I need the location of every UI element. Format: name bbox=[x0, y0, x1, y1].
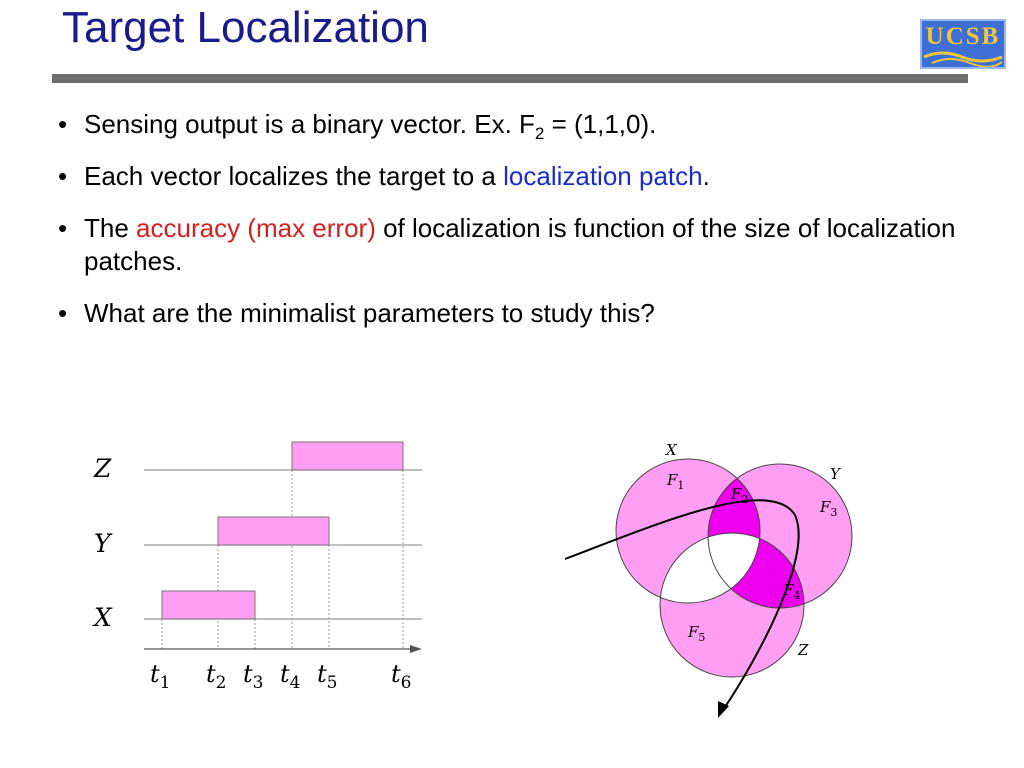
time-axis-arrow-icon bbox=[410, 645, 422, 653]
bullet-text: Each vector localizes the target to a bbox=[84, 161, 504, 191]
bullet-text: The bbox=[84, 213, 137, 243]
bullet-list bbox=[58, 108, 958, 349]
row-label-x: X bbox=[94, 603, 112, 632]
row-label-z: Z bbox=[94, 454, 112, 483]
bullet-dot: • bbox=[58, 298, 68, 328]
venn-diagram bbox=[555, 435, 865, 725]
title-divider bbox=[52, 74, 968, 83]
tick-label: $t_4$ bbox=[280, 660, 301, 693]
ucsb-logo bbox=[920, 19, 1006, 69]
bullet-text-tail: of localization is function of the size of localization patches. bbox=[84, 213, 956, 276]
interval-bar-y bbox=[218, 517, 329, 545]
tick-label: $t_6$ bbox=[391, 660, 412, 693]
interval-bar-z bbox=[292, 442, 403, 470]
timeline-diagram bbox=[80, 430, 430, 695]
highlight-localization-patch: localization patch bbox=[503, 161, 703, 191]
logo-text: UCSB bbox=[925, 23, 1001, 50]
tick-label: $t_2$ bbox=[206, 660, 227, 693]
venn-patch-label: $F_5$ bbox=[688, 623, 706, 644]
logo-wave-icon bbox=[922, 47, 1004, 67]
interval-bar-x bbox=[162, 591, 255, 619]
bullet-dot: • bbox=[58, 161, 68, 191]
bullet-text: Sensing output is a binary vector. Ex. F bbox=[84, 109, 535, 139]
bullet-item bbox=[58, 160, 958, 193]
bullet-subscript: 2 bbox=[534, 124, 545, 144]
bullet-item bbox=[58, 297, 958, 330]
venn-set-label-x: X bbox=[666, 441, 677, 459]
slide-title: Target Localization bbox=[62, 3, 429, 52]
highlight-accuracy: accuracy (max error) bbox=[136, 213, 376, 243]
venn-set-label-y: Y bbox=[830, 465, 840, 483]
row-label-y: Y bbox=[94, 529, 111, 558]
bullet-dot: • bbox=[58, 213, 68, 243]
venn-set-label-z: Z bbox=[798, 641, 809, 659]
venn-patch-label: $F_1$ bbox=[667, 471, 685, 492]
bullet-dot: • bbox=[58, 109, 68, 139]
bullet-item bbox=[58, 108, 958, 144]
venn-patch-label: $F_2$ bbox=[731, 485, 749, 506]
bullet-text-tail: . bbox=[702, 161, 710, 191]
bullet-text-tail: = (1,1,0). bbox=[544, 109, 657, 139]
venn-patch-label: $F_4$ bbox=[783, 581, 801, 602]
tick-label: $t_1$ bbox=[150, 660, 171, 693]
bullet-item bbox=[58, 212, 958, 278]
tick-label: $t_5$ bbox=[317, 660, 338, 693]
venn-patch-label: $F_3$ bbox=[820, 498, 838, 519]
bullet-text: What are the minimalist parameters to study this? bbox=[84, 298, 655, 328]
tick-label: $t_3$ bbox=[243, 660, 264, 693]
